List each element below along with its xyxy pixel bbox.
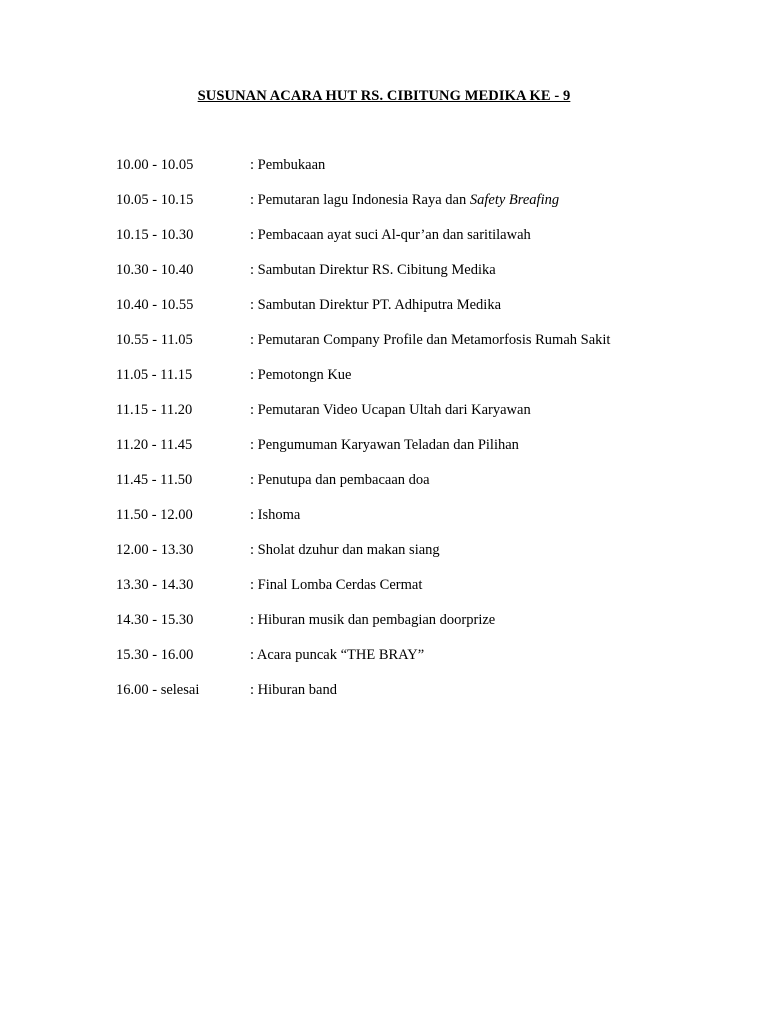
- schedule-row: [116, 576, 716, 611]
- schedule-row: [116, 611, 716, 646]
- activity-text: : Penutupa dan pembacaan doa: [250, 472, 430, 488]
- activity-emphasis: Safety Breafing: [469, 192, 560, 208]
- schedule-time: 10.55 - 11.05: [116, 332, 193, 348]
- activity-text: : Pengumuman Karyawan Teladan dan Pilihan: [250, 437, 519, 453]
- activity-text: : Sambutan Direktur PT. Adhiputra Medika: [250, 297, 502, 313]
- schedule-activity: [250, 366, 352, 384]
- schedule-row: [116, 436, 716, 471]
- schedule-time: 11.05 - 11.15: [116, 367, 193, 383]
- schedule-activity: [250, 506, 300, 524]
- activity-text: : Pemutaran Company Profile dan Metamorfosis Rumah Sakit: [250, 332, 611, 348]
- schedule-activity: [250, 646, 424, 664]
- schedule-activity: [250, 576, 422, 594]
- schedule-activity: [250, 331, 610, 349]
- activity-text: : Pembacaan ayat suci Al-qur’an dan saritilawah: [250, 227, 531, 243]
- schedule-activity: [250, 296, 501, 314]
- activity-text: : Acara puncak “THE BRAY”: [250, 647, 425, 663]
- schedule-time: 13.30 - 14.30: [116, 577, 194, 593]
- schedule-activity: [250, 191, 559, 209]
- schedule-row: [116, 646, 716, 681]
- schedule-time: 16.00 - selesai: [116, 682, 200, 698]
- schedule-time: 11.20 - 11.45: [116, 437, 193, 453]
- schedule-row: [116, 541, 716, 576]
- schedule-time: 10.05 - 10.15: [116, 192, 194, 208]
- schedule-row: [116, 226, 716, 261]
- schedule-row: [116, 296, 716, 331]
- schedule-row: [116, 261, 716, 296]
- activity-text: : Pemotongn Kue: [250, 367, 352, 383]
- schedule-activity: [250, 471, 430, 489]
- schedule-activity: [250, 681, 337, 699]
- activity-text: : Pemutaran Video Ucapan Ultah dari Karyawan: [250, 402, 531, 418]
- activity-text: : Final Lomba Cerdas Cermat: [250, 577, 423, 593]
- schedule-activity: [250, 156, 325, 174]
- schedule-row: [116, 331, 716, 366]
- schedule-time: 10.40 - 10.55: [116, 297, 194, 313]
- schedule-time: 11.45 - 11.50: [116, 472, 193, 488]
- activity-text: : Sambutan Direktur RS. Cibitung Medika: [250, 262, 496, 278]
- activity-text: : Pembukaan: [250, 157, 326, 173]
- schedule-time: 11.15 - 11.20: [116, 402, 193, 418]
- activity-text: : Hiburan band: [250, 682, 337, 698]
- schedule-row: [116, 471, 716, 506]
- activity-text: : Hiburan musik dan pembagian doorprize: [250, 612, 496, 628]
- schedule-row: [116, 401, 716, 436]
- schedule-row: [116, 156, 716, 191]
- document-title: SUSUNAN ACARA HUT RS. CIBITUNG MEDIKA KE - 9: [197, 88, 571, 104]
- activity-text: : Ishoma: [250, 507, 301, 523]
- schedule-activity: [250, 226, 531, 244]
- schedule-activity: [250, 261, 496, 279]
- schedule-activity: [250, 611, 495, 629]
- schedule-time: 10.30 - 10.40: [116, 262, 194, 278]
- activity-text: : Sholat dzuhur dan makan siang: [250, 542, 440, 558]
- schedule-time: 12.00 - 13.30: [116, 542, 194, 558]
- schedule-time: 15.30 - 16.00: [116, 647, 194, 663]
- activity-text: : Pemutaran lagu Indonesia Raya dan: [250, 192, 470, 208]
- schedule-activity: [250, 541, 440, 559]
- schedule-list: [116, 156, 716, 716]
- schedule-time: 10.00 - 10.05: [116, 157, 194, 173]
- schedule-time: 11.50 - 12.00: [116, 507, 193, 523]
- schedule-time: 10.15 - 10.30: [116, 227, 194, 243]
- schedule-row: [116, 191, 716, 226]
- schedule-row: [116, 681, 716, 716]
- schedule-row: [116, 506, 716, 541]
- schedule-row: [116, 366, 716, 401]
- schedule-activity: [250, 401, 531, 419]
- schedule-activity: [250, 436, 519, 454]
- schedule-time: 14.30 - 15.30: [116, 612, 194, 628]
